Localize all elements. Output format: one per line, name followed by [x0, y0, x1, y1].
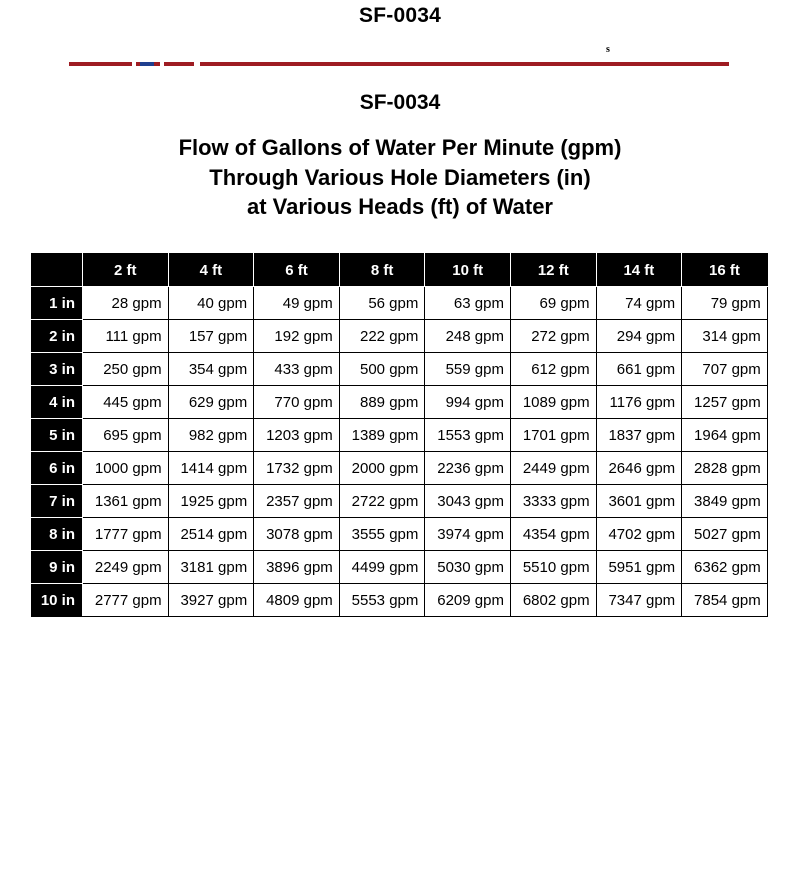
table-cell: 629 gpm: [168, 386, 254, 419]
table-cell: 314 gpm: [682, 320, 768, 353]
table-row: [32, 353, 768, 386]
table-row: [32, 584, 768, 617]
table-row: [32, 386, 768, 419]
table-cell: 157 gpm: [168, 320, 254, 353]
table-cell: 63 gpm: [425, 287, 511, 320]
row-header: 5 in: [32, 419, 83, 452]
table-cell: 7347 gpm: [596, 584, 682, 617]
table-cell: 2449 gpm: [510, 452, 596, 485]
row-header: 8 in: [32, 518, 83, 551]
table-cell: 28 gpm: [83, 287, 169, 320]
header-rule-gap: [132, 62, 136, 66]
table-cell: 707 gpm: [682, 353, 768, 386]
table-row: [32, 287, 768, 320]
table-cell: 40 gpm: [168, 287, 254, 320]
table-cell: 1414 gpm: [168, 452, 254, 485]
table-cell: 4499 gpm: [339, 551, 425, 584]
column-header: 16 ft: [682, 254, 768, 287]
row-header: 7 in: [32, 485, 83, 518]
table-row: [32, 518, 768, 551]
table-cell: 2777 gpm: [83, 584, 169, 617]
table-cell: 1257 gpm: [682, 386, 768, 419]
table-row: [32, 419, 768, 452]
column-header: 2 ft: [83, 254, 169, 287]
table-row: [32, 551, 768, 584]
table-cell: 4702 gpm: [596, 518, 682, 551]
table-cell: 1389 gpm: [339, 419, 425, 452]
row-header: 4 in: [32, 386, 83, 419]
table-cell: 1000 gpm: [83, 452, 169, 485]
table-cell: 3849 gpm: [682, 485, 768, 518]
table-cell: 111 gpm: [83, 320, 169, 353]
table-cell: 2000 gpm: [339, 452, 425, 485]
table-cell: 612 gpm: [510, 353, 596, 386]
header-rule-line: [69, 62, 729, 66]
row-header: 2 in: [32, 320, 83, 353]
table-cell: 272 gpm: [510, 320, 596, 353]
table-cell: 2514 gpm: [168, 518, 254, 551]
table-cell: 294 gpm: [596, 320, 682, 353]
table-cell: 2646 gpm: [596, 452, 682, 485]
header-mark: s: [606, 44, 610, 55]
table-cell: 4809 gpm: [254, 584, 340, 617]
table-cell: 3078 gpm: [254, 518, 340, 551]
table-cell: 1553 gpm: [425, 419, 511, 452]
table-cell: 248 gpm: [425, 320, 511, 353]
row-header: 6 in: [32, 452, 83, 485]
column-header: 8 ft: [339, 254, 425, 287]
table-cell: 5553 gpm: [339, 584, 425, 617]
table-cell: 2236 gpm: [425, 452, 511, 485]
column-header: 4 ft: [168, 254, 254, 287]
table-cell: 3974 gpm: [425, 518, 511, 551]
table-cell: 3181 gpm: [168, 551, 254, 584]
table-body: [32, 287, 768, 617]
table-cell: 445 gpm: [83, 386, 169, 419]
table-row: [32, 320, 768, 353]
table-cell: 695 gpm: [83, 419, 169, 452]
table-cell: 6209 gpm: [425, 584, 511, 617]
table-corner-cell: [32, 254, 83, 287]
column-header: 12 ft: [510, 254, 596, 287]
table-cell: 1089 gpm: [510, 386, 596, 419]
table-cell: 49 gpm: [254, 287, 340, 320]
row-header: 9 in: [32, 551, 83, 584]
header-rule-gap: [160, 62, 164, 66]
document-title-line: at Various Heads (ft) of Water: [246, 194, 553, 219]
table-cell: 56 gpm: [339, 287, 425, 320]
header-rule-gap: [194, 62, 200, 66]
table-cell: 3896 gpm: [254, 551, 340, 584]
table-cell: 500 gpm: [339, 353, 425, 386]
table-cell: 5030 gpm: [425, 551, 511, 584]
document-title-line: Through Various Hole Diameters (in): [209, 164, 591, 190]
row-header: 1 in: [32, 287, 83, 320]
table-cell: 74 gpm: [596, 287, 682, 320]
table-cell: 5027 gpm: [682, 518, 768, 551]
table-cell: 433 gpm: [254, 353, 340, 386]
table-cell: 2722 gpm: [339, 485, 425, 518]
table-header-row: [32, 254, 768, 287]
table-cell: 3333 gpm: [510, 485, 596, 518]
table-cell: 1203 gpm: [254, 419, 340, 452]
table-cell: 2249 gpm: [83, 551, 169, 584]
table-cell: 889 gpm: [339, 386, 425, 419]
table-cell: 7854 gpm: [682, 584, 768, 617]
table-cell: 222 gpm: [339, 320, 425, 353]
header-rule-accent: [140, 62, 154, 66]
table-cell: 3927 gpm: [168, 584, 254, 617]
table-cell: 2357 gpm: [254, 485, 340, 518]
table-cell: 1837 gpm: [596, 419, 682, 452]
row-header: 10 in: [32, 584, 83, 617]
table-cell: 5510 gpm: [510, 551, 596, 584]
document-title-line: Flow of Gallons of Water Per Minute (gpm): [178, 135, 622, 160]
table-cell: 982 gpm: [168, 419, 254, 452]
table-cell: 79 gpm: [682, 287, 768, 320]
table-cell: 6802 gpm: [510, 584, 596, 617]
document-code: SF-0034: [359, 91, 441, 114]
table-cell: 354 gpm: [168, 353, 254, 386]
table-row: [32, 485, 768, 518]
table-cell: 559 gpm: [425, 353, 511, 386]
table-cell: 1732 gpm: [254, 452, 340, 485]
table-cell: 192 gpm: [254, 320, 340, 353]
table-cell: 69 gpm: [510, 287, 596, 320]
table-cell: 6362 gpm: [682, 551, 768, 584]
column-header: 14 ft: [596, 254, 682, 287]
table-cell: 3555 gpm: [339, 518, 425, 551]
table-cell: 250 gpm: [83, 353, 169, 386]
table-cell: 3043 gpm: [425, 485, 511, 518]
flow-table: [31, 253, 768, 617]
table-cell: 661 gpm: [596, 353, 682, 386]
table-cell: 1925 gpm: [168, 485, 254, 518]
row-header: 3 in: [32, 353, 83, 386]
column-header: 6 ft: [254, 254, 340, 287]
table-cell: 3601 gpm: [596, 485, 682, 518]
table-cell: 1701 gpm: [510, 419, 596, 452]
table-cell: 1777 gpm: [83, 518, 169, 551]
table-cell: 994 gpm: [425, 386, 511, 419]
document-title: [0, 133, 800, 222]
table-cell: 2828 gpm: [682, 452, 768, 485]
table-cell: 1176 gpm: [596, 386, 682, 419]
table-cell: 4354 gpm: [510, 518, 596, 551]
table-cell: 5951 gpm: [596, 551, 682, 584]
column-header: 10 ft: [425, 254, 511, 287]
table-row: [32, 452, 768, 485]
page-header-code: SF-0034: [359, 4, 441, 27]
table-cell: 1361 gpm: [83, 485, 169, 518]
table-cell: 1964 gpm: [682, 419, 768, 452]
table-cell: 770 gpm: [254, 386, 340, 419]
